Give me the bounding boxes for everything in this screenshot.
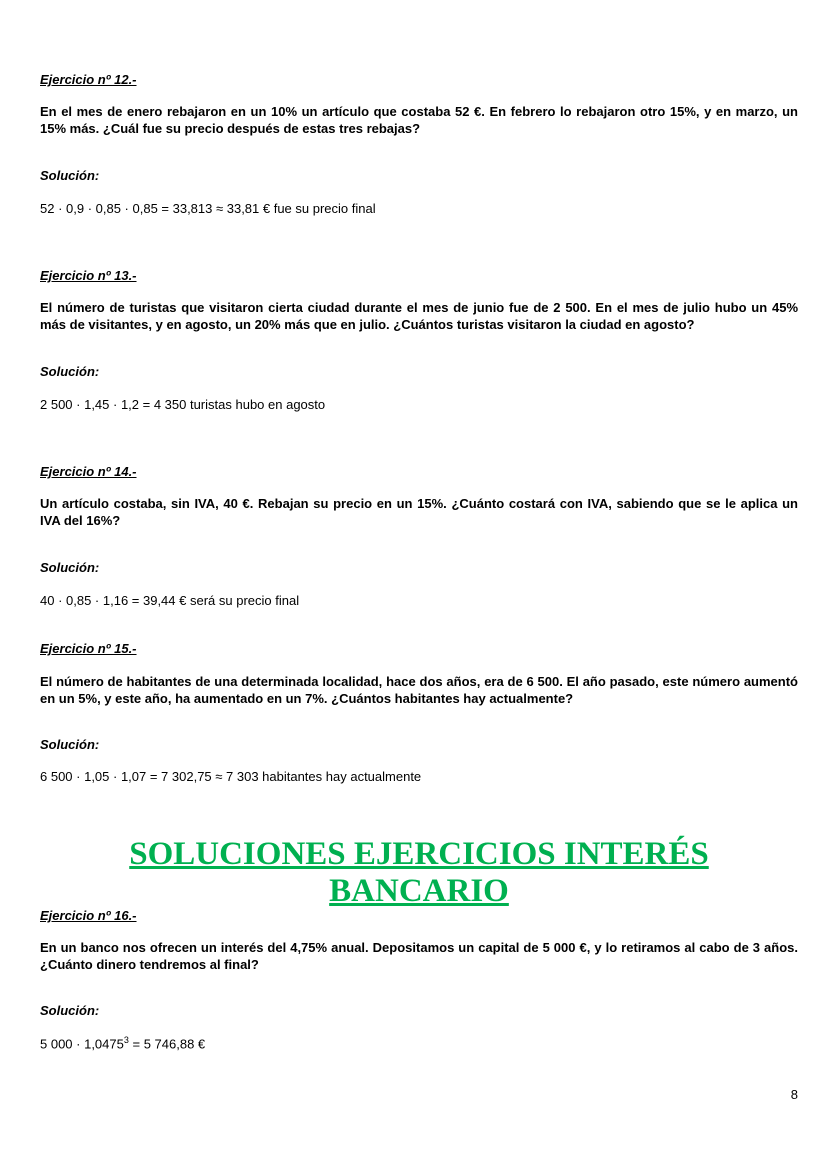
exercise-14-solution: 40 · 0,85 · 1,16 = 39,44 € será su precio final <box>40 593 300 608</box>
exercise-15-solution-label: Solución: <box>40 737 100 752</box>
exercise-16-solution-exponent: 3 <box>123 1035 129 1045</box>
exercise-13-title: Ejercicio nº 13.- <box>40 268 137 283</box>
exercise-15-solution: 6 500 · 1,05 · 1,07 = 7 302,75 ≈ 7 303 habitantes hay actualmente <box>40 769 422 784</box>
exercise-16-title: Ejercicio nº 16.- <box>40 908 137 923</box>
exercise-16-solution-base: 5 000 · 1,0475 <box>40 1036 124 1052</box>
exercise-14-solution-label: Solución: <box>40 560 100 575</box>
exercise-14-title: Ejercicio nº 14.- <box>40 464 137 479</box>
exercise-12-statement: En el mes de enero rebajaron en un 10% un artículo que costaba 52 €. En febrero lo rebajaron otro 15%, y en marzo, un 15% más. ¿Cuál fue su precio después de estas tres rebajas? <box>40 104 798 136</box>
exercise-15-statement: El número de habitantes de una determinada localidad, hace dos años, era de 6 500. El año pasado, este número aumentó en un 5%, y este año, ha aumentado en un 7%. ¿Cuántos habitantes hay actualmente? <box>40 674 798 706</box>
section-heading: SOLUCIONES EJERCICIOS INTERÉS BANCARIO <box>129 836 709 909</box>
exercise-13-solution: 2 500 · 1,45 · 1,2 = 4 350 turistas hubo en agosto <box>40 397 326 412</box>
exercise-13-statement: El número de turistas que visitaron cierta ciudad durante el mes de junio fue de 2 500. En el mes de julio hubo un 45% más de visitantes, y en agosto, un 20% más que en julio. ¿Cuántos turistas visitaron la ciudad en agosto? <box>40 300 798 332</box>
page-number: 8 <box>790 1087 798 1102</box>
exercise-12-title: Ejercicio nº 12.- <box>40 72 137 87</box>
exercise-12-solution: 52 · 0,9 · 0,85 · 0,85 = 33,813 ≈ 33,81 € fue su precio final <box>40 201 376 216</box>
exercise-16-statement: En un banco nos ofrecen un interés del 4,75% anual. Depositamos un capital de 5 000 €, y lo retiramos al cabo de 3 años. ¿Cuánto dinero tendremos al final? <box>40 940 798 972</box>
exercise-13-solution-label: Solución: <box>40 364 100 379</box>
exercise-16-solution-result: = 5 746,88 € <box>128 1036 206 1052</box>
exercise-16-solution-label: Solución: <box>40 1003 100 1018</box>
exercise-15-title: Ejercicio nº 15.- <box>40 641 137 656</box>
exercise-16-solution <box>40 1035 205 1051</box>
exercise-14-statement: Un artículo costaba, sin IVA, 40 €. Rebajan su precio en un 15%. ¿Cuánto costará con IVA, sabiendo que se le aplica un IVA del 16%? <box>40 496 798 528</box>
exercise-12-solution-label: Solución: <box>40 168 100 183</box>
